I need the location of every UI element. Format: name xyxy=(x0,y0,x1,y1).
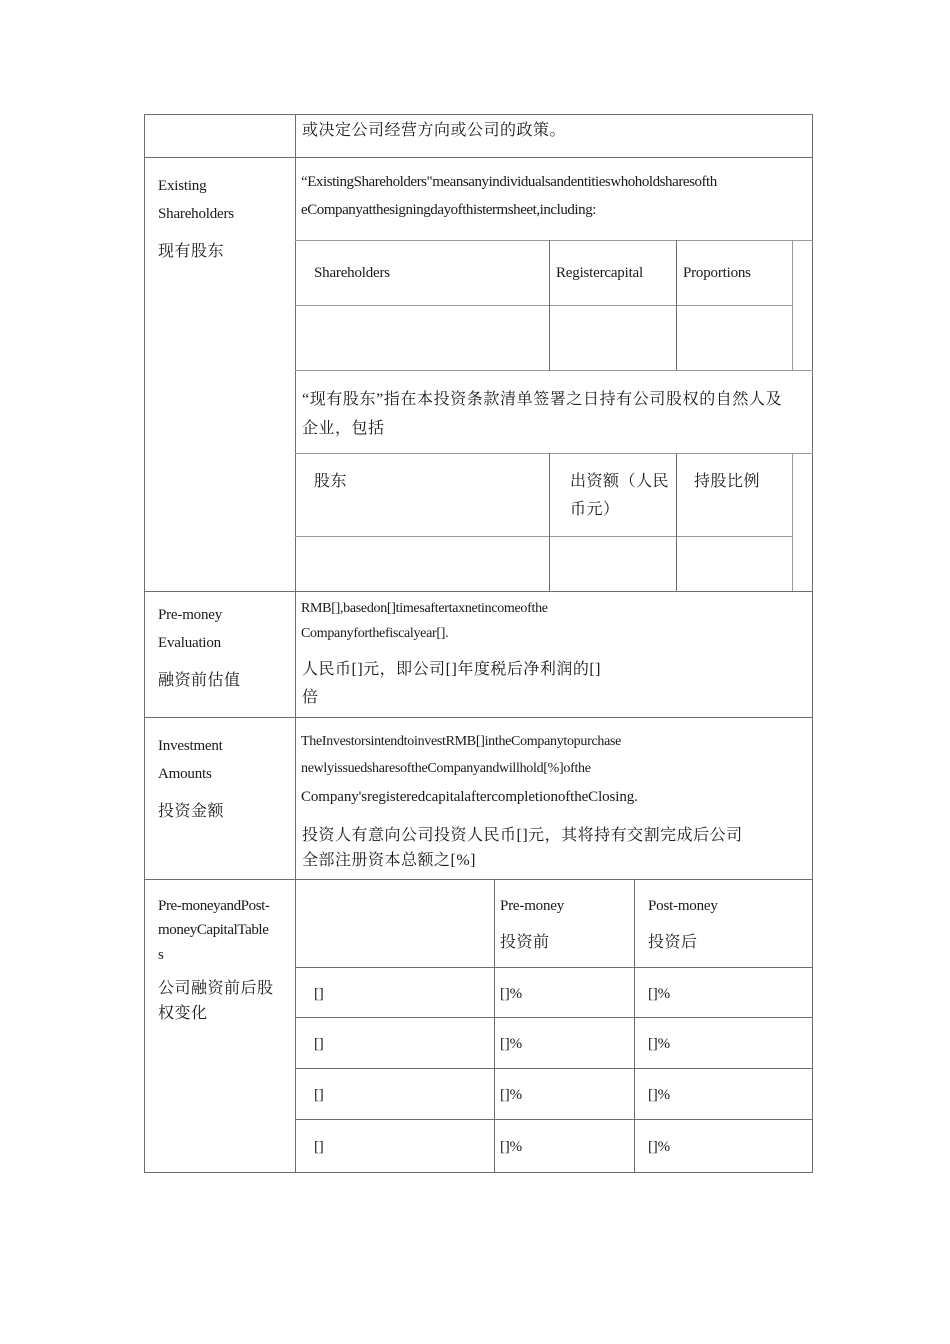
table-border-left xyxy=(144,114,145,1173)
subtable-en-divider xyxy=(295,305,793,306)
table-border-right xyxy=(812,114,813,1173)
capital-table-col xyxy=(494,879,495,1173)
capital-tables-label-en: Pre-moneyandPost- xyxy=(158,898,270,914)
existing-shareholders-intro-cn: 企业，包括 xyxy=(302,420,385,437)
capital-table-col xyxy=(634,879,635,1173)
subtable-en-header-proportions: Proportions xyxy=(683,265,751,281)
existing-shareholders-label-en: Existing xyxy=(158,178,207,194)
capital-table-row-pre: []% xyxy=(500,1139,522,1155)
pre-money-text-en: Companyforthefiscalyear[]. xyxy=(301,626,449,641)
subtable-en-bottom xyxy=(295,370,813,371)
capital-table-row-name: [] xyxy=(314,1087,324,1103)
capital-table-row-post: []% xyxy=(648,1087,670,1103)
existing-shareholders-intro-cn: “现有股东”指在本投资条款清单签署之日持有公司股权的自然人及 xyxy=(302,391,783,408)
capital-table-row-name: [] xyxy=(314,986,324,1002)
investment-amounts-text-en: Company'sregisteredcapitalaftercompletionoftheClosing. xyxy=(301,789,638,805)
capital-table-row-post: []% xyxy=(648,1139,670,1155)
investment-amounts-text-cn: 全部注册资本总额之[%] xyxy=(302,852,476,869)
capital-tables-label-en: s xyxy=(158,947,164,963)
capital-table-row-pre: []% xyxy=(500,1036,522,1052)
existing-shareholders-intro-en: eCompanyatthesigningdayofthistermsheet,including: xyxy=(301,202,596,218)
subtable-cn-header-shareholders: 股东 xyxy=(314,473,348,490)
capital-table-row-divider xyxy=(295,1068,813,1069)
capital-table-row-divider xyxy=(295,1017,813,1018)
capital-table-row-post: []% xyxy=(648,1036,670,1052)
subtable-en-col xyxy=(792,240,793,371)
subtable-cn-divider xyxy=(295,536,793,537)
subtable-cn-header-proportion: 持股比例 xyxy=(694,473,761,490)
subtable-cn-header-capital: 出资额（人民 xyxy=(570,473,670,490)
existing-shareholders-label-cn: 现有股东 xyxy=(158,243,225,260)
capital-table-row-name: [] xyxy=(314,1139,324,1155)
investment-amounts-label-cn: 投资金额 xyxy=(158,803,225,820)
table-border-top xyxy=(144,114,813,115)
capital-table-header-post-en: Post-money xyxy=(648,898,718,914)
capital-table-row-pre: []% xyxy=(500,1087,522,1103)
capital-tables-label-en: moneyCapitalTable xyxy=(158,922,269,938)
pre-money-text-cn: 倍 xyxy=(302,689,319,706)
capital-table-row-divider xyxy=(295,1119,813,1120)
capital-tables-label-cn: 权变化 xyxy=(158,1005,208,1022)
label-column-divider xyxy=(295,114,296,1173)
pre-money-label-en: Evaluation xyxy=(158,635,221,651)
subtable-cn-col xyxy=(676,453,677,591)
investment-amounts-text-cn: 投资人有意向公司投资人民币[]元，其将持有交割完成后公司 xyxy=(302,827,743,844)
subtable-cn-col xyxy=(792,453,793,591)
existing-shareholders-label-en: Shareholders xyxy=(158,206,234,222)
subtable-cn-top xyxy=(295,453,813,454)
subtable-en-header-shareholders: Shareholders xyxy=(314,265,390,281)
row-divider xyxy=(144,879,813,880)
subtable-en-top xyxy=(295,240,813,241)
existing-shareholders-intro-en: “ExistingShareholders"meansanyindividualsandentitieswhoholdsharesofth xyxy=(301,174,717,190)
investment-amounts-label-en: Investment xyxy=(158,738,223,754)
capital-tables-label-cn: 公司融资前后股 xyxy=(158,980,274,997)
row-divider xyxy=(144,591,813,592)
continued-row-text: 或决定公司经营方向或公司的政策。 xyxy=(302,122,567,139)
pre-money-text-cn: 人民币[]元，即公司[]年度税后净利润的[] xyxy=(302,661,601,678)
capital-table-row-divider xyxy=(295,967,813,968)
investment-amounts-text-en: newlyissuedsharesoftheCompanyandwillhold[%]ofthe xyxy=(301,761,591,776)
subtable-en-col xyxy=(676,240,677,371)
table-border-bottom xyxy=(144,1172,813,1173)
investment-amounts-label-en: Amounts xyxy=(158,766,212,782)
subtable-cn-col xyxy=(549,453,550,591)
capital-table-header-pre-cn: 投资前 xyxy=(500,934,550,951)
capital-table-row-name: [] xyxy=(314,1036,324,1052)
row-divider xyxy=(144,717,813,718)
capital-table-row-pre: []% xyxy=(500,986,522,1002)
subtable-en-header-register-capital: Registercapital xyxy=(556,265,643,281)
capital-table-header-post-cn: 投资后 xyxy=(648,934,698,951)
capital-table-header-pre-en: Pre-money xyxy=(500,898,565,914)
subtable-cn-header-capital: 币元） xyxy=(570,501,620,518)
row-divider xyxy=(144,157,813,158)
subtable-en-col xyxy=(549,240,550,371)
pre-money-text-en: RMB[],basedon[]timesaftertaxnetincomeofthe xyxy=(301,601,548,616)
capital-table-row-post: []% xyxy=(648,986,670,1002)
pre-money-label-en: Pre-money xyxy=(158,607,223,623)
pre-money-label-cn: 融资前估值 xyxy=(158,672,241,689)
investment-amounts-text-en: TheInvestorsintendtoinvestRMB[]intheCompanytopurchase xyxy=(301,734,622,749)
